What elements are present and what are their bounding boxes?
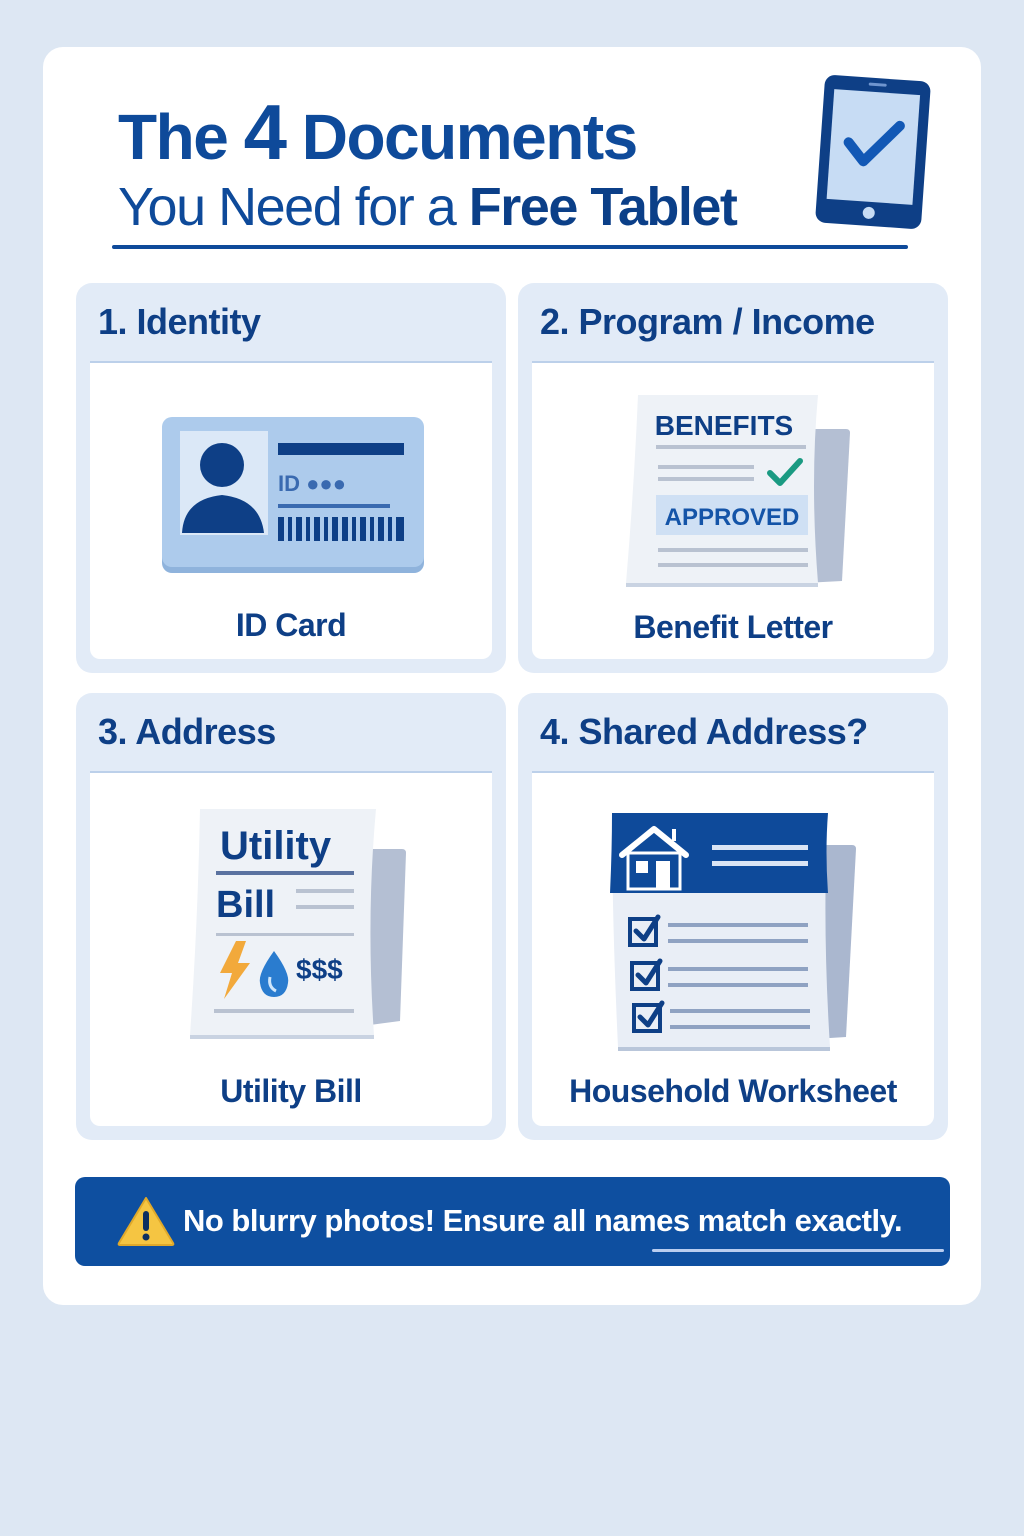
warning-icon: [116, 1195, 176, 1247]
warning-banner: [75, 1177, 950, 1266]
panel-program-income: [518, 283, 948, 673]
panel-body: [90, 771, 492, 1126]
panel-caption: Benefit Letter: [633, 609, 833, 645]
panel-caption: ID Card: [235, 607, 347, 643]
title-prefix: The: [118, 101, 228, 173]
panel-identity: [76, 283, 506, 673]
svg-text:Bill: Bill: [216, 884, 276, 926]
svg-text:ID ●●●: ID ●●●: [278, 471, 346, 496]
panel-caption: Household Worksheet: [569, 1073, 897, 1109]
title-number: 4: [243, 88, 286, 176]
panel-title: 3. Address: [98, 711, 276, 752]
utility-bill-icon: [188, 809, 418, 1049]
warning-text: No blurry photos! Ensure all names match exactly.: [183, 1203, 903, 1238]
panel-title: 1. Identity: [98, 301, 261, 342]
svg-text:APPROVED: APPROVED: [664, 504, 800, 531]
title-suffix: Documents: [301, 101, 637, 173]
panel-body: [532, 361, 934, 659]
svg-text:BENEFITS: BENEFITS: [654, 410, 794, 441]
panel-shared-address: [518, 693, 948, 1140]
title-line2-regular: You Need for a: [118, 177, 456, 237]
title-line2-bold: Free Tablet: [468, 177, 737, 237]
panel-title: 4. Shared Address?: [540, 711, 868, 752]
benefit-letter-icon: [618, 393, 858, 593]
panel-body: [532, 771, 934, 1126]
panel-address: [76, 693, 506, 1140]
household-worksheet-icon: [608, 811, 868, 1059]
emphasis-underline: [652, 1249, 944, 1252]
id-card-icon: [160, 415, 424, 575]
page-title-line1: [118, 88, 637, 177]
title-divider: [112, 245, 908, 249]
panel-title: 2. Program / Income: [540, 301, 875, 342]
panel-body: [90, 361, 492, 659]
tablet-check-icon: [812, 74, 934, 230]
page-title-line2: [118, 172, 736, 242]
panel-caption: Utility Bill: [220, 1073, 362, 1109]
svg-text:Utility: Utility: [220, 824, 332, 868]
svg-text:$$$: $$$: [296, 954, 343, 985]
